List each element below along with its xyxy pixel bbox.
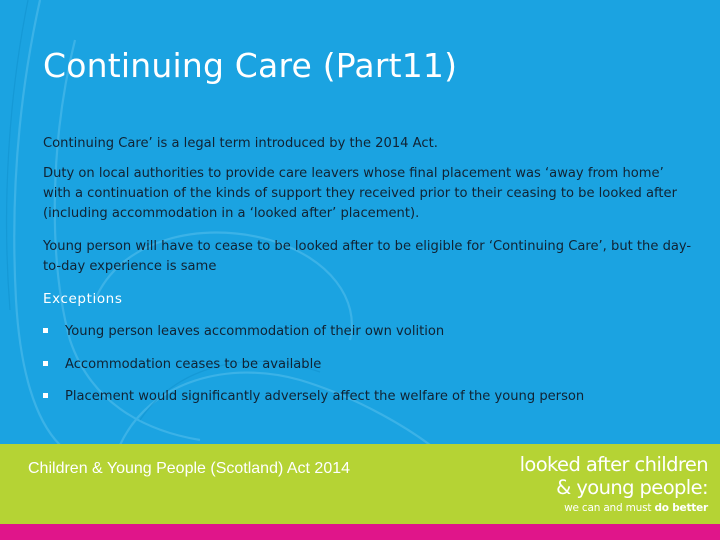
brand-tagline [520, 500, 708, 516]
bottom-color-strip [0, 524, 720, 540]
tagline-part2: do better [654, 502, 708, 514]
square-bullet-icon [43, 328, 48, 333]
footer-bar [0, 444, 720, 524]
exceptions-heading: Exceptions [43, 291, 123, 307]
brand-name-line2: & young people: [556, 476, 708, 499]
square-bullet-icon [43, 393, 48, 398]
list-item [43, 387, 584, 407]
brand-name-line1: looked after children [519, 453, 708, 476]
list-item [43, 322, 444, 342]
act-title: Children & Young People (Scotland) Act 2014 [28, 460, 351, 477]
list-item-text: Accommodation ceases to be available [65, 357, 322, 372]
paragraph-definition: Continuing Care’ is a legal term introduced by the 2014 Act. [43, 136, 438, 151]
tagline-part1: we can and must [564, 502, 655, 514]
slide-title: Continuing Care (Part11) [43, 46, 458, 85]
list-item-text: Placement would significantly adversely affect the welfare of the young person [65, 389, 585, 404]
brand-logo [520, 453, 708, 516]
list-item [43, 355, 321, 375]
square-bullet-icon [43, 361, 48, 366]
paragraph-duty: Duty on local authorities to provide care leavers whose final placement was ‘away from home’ with a continuation of the kinds of support they received prior to their ceasing to be looked after (including accommodation in a ‘looked after’ placement). [43, 166, 677, 221]
list-item-text: Young person leaves accommodation of their own volition [65, 324, 445, 339]
paragraph-eligibility: Young person will have to cease to be looked after to be eligible for ‘Continuing Care’, but the day-to-day experience is same [43, 239, 692, 274]
